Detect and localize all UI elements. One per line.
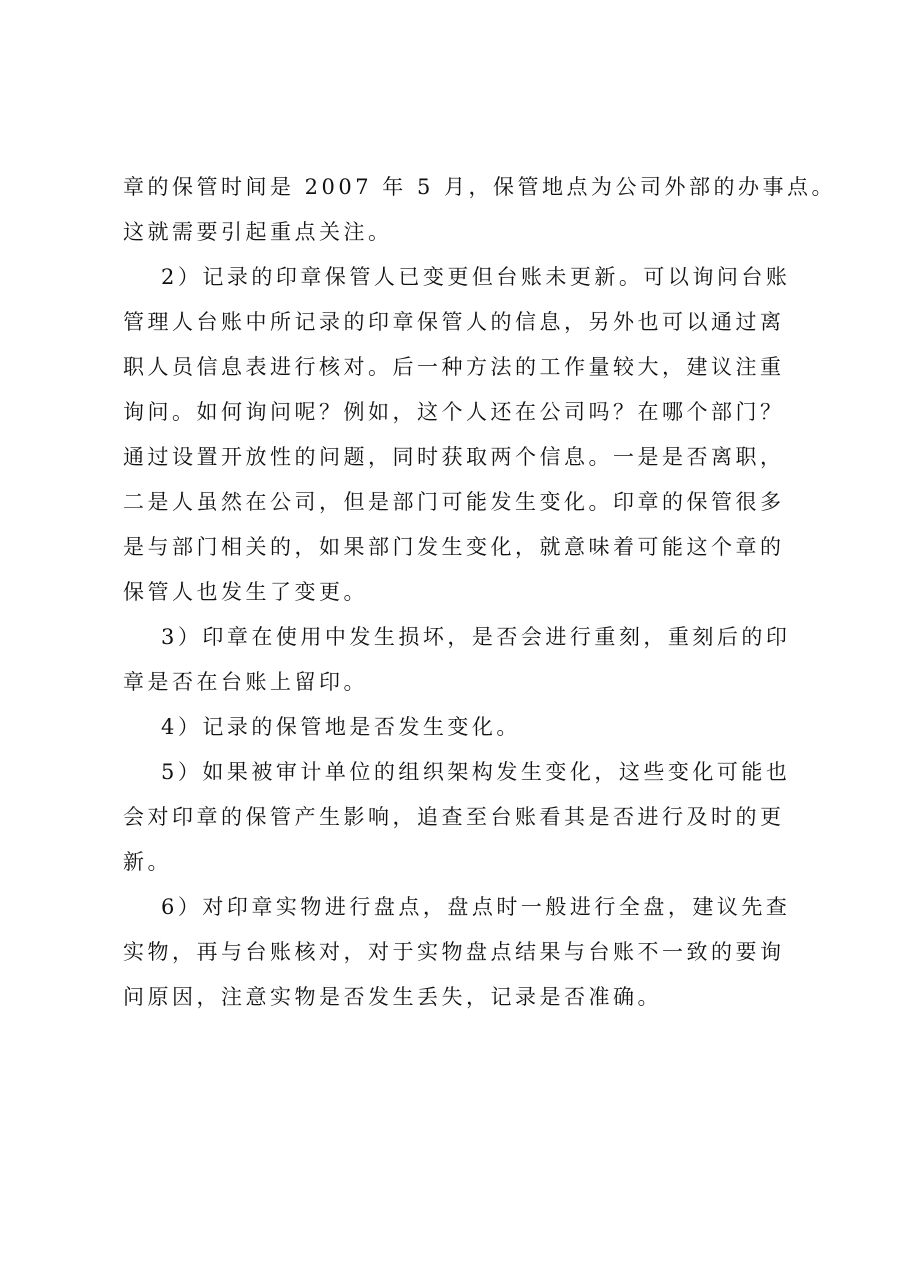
text-line: 章是否在台账上留印。: [123, 670, 368, 694]
text-line: 3）印章在使用中发生损坏，是否会进行重刻，重刻后的印: [161, 625, 791, 649]
paragraph-continuation: [123, 165, 837, 255]
text-line: 2）记录的印章保管人已变更但台账未更新。可以询问台账: [161, 265, 791, 289]
text-line: 4）记录的保管地是否发生变化。: [161, 715, 521, 739]
paragraph-item-3: [123, 615, 803, 705]
text-line: 通过设置开放性的问题，同时获取两个信息。一是是否离职，: [123, 445, 785, 469]
text-line: 这就需要引起重点关注。: [123, 220, 393, 244]
text-line: 管理人台账中所记录的印章保管人的信息，另外也可以通过离: [123, 310, 785, 334]
text-line: 章的保管时间是 2007 年 5 月，保管地点为公司外部的办事点。: [123, 175, 837, 199]
text-line: 保管人也发生了变更。: [123, 580, 368, 604]
text-line: 问原因，注意实物是否发生丢失，记录是否准确。: [123, 985, 662, 1009]
text-line: 会对印章的保管产生影响，追查至台账看其是否进行及时的更: [123, 805, 785, 829]
text-line: 实物，再与台账核对，对于实物盘点结果与台账不一致的要询: [123, 940, 785, 964]
text-line: 职人员信息表进行核对。后一种方法的工作量较大，建议注重: [123, 355, 785, 379]
paragraph-item-5: [123, 750, 803, 885]
text-line: 询问。如何询问呢？例如，这个人还在公司吗？在哪个部门？: [123, 400, 785, 424]
paragraph-item-6: [123, 885, 803, 1020]
text-line: 二是人虽然在公司，但是部门可能发生变化。印章的保管很多: [123, 490, 785, 514]
text-line: 6）对印章实物进行盘点，盘点时一般进行全盘，建议先查: [161, 895, 791, 919]
paragraph-item-2: [123, 255, 803, 615]
paragraph-item-4: [123, 705, 803, 750]
document-body: [123, 165, 837, 1020]
text-line: 5）如果被审计单位的组织架构发生变化，这些变化可能也: [161, 760, 791, 784]
text-line: 新。: [123, 850, 172, 874]
text-line: 是与部门相关的，如果部门发生变化，就意味着可能这个章的: [123, 535, 785, 559]
